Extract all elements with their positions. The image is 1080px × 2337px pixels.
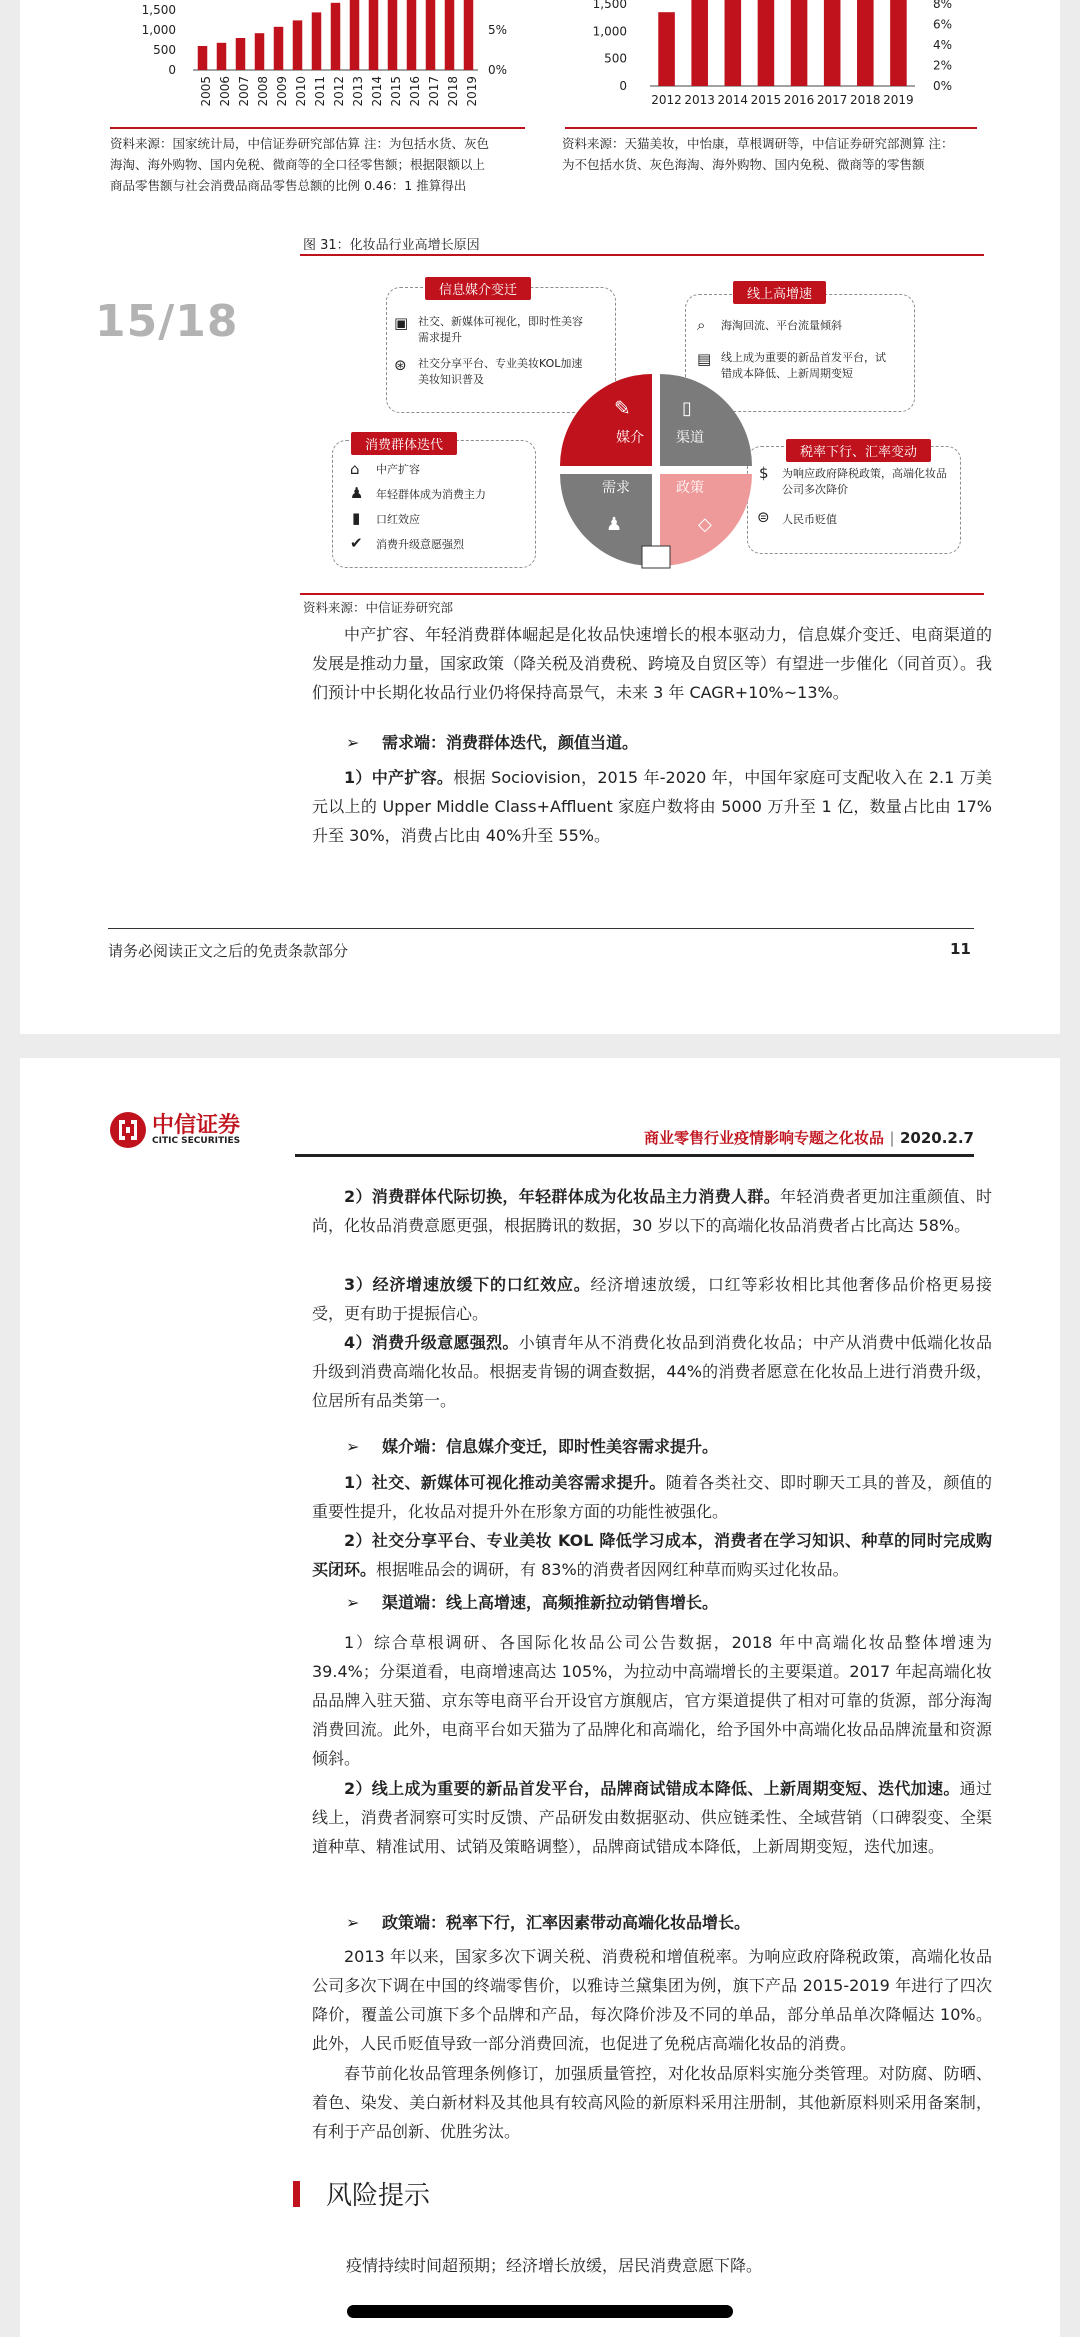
y-tick-label: 1,000 (592, 24, 627, 39)
paragraph-lipstick-effect (312, 1270, 992, 1328)
x-tick-label: 2013 (684, 93, 715, 107)
bullet-demand-text: 需求端：消费群体迭代，颜值当道。 (382, 733, 639, 752)
bar (198, 46, 208, 70)
bullet-channel (346, 1590, 718, 1613)
logo-english: CITIC SECURITIES (152, 1136, 241, 1146)
source-line: 商品零售额与社会消费品商品零售总额的比例 0.46：1 推算得出 (110, 178, 467, 193)
bar (464, 0, 474, 70)
bullet-media-text: 媒介端：信息媒介变迁，即时性美容需求提升。 (382, 1437, 719, 1456)
share-icon: ⊛ (394, 356, 407, 374)
home-indicator[interactable] (347, 2305, 733, 2318)
chart-source-right (562, 133, 992, 175)
report-date: 2020.2.7 (899, 1129, 974, 1147)
paragraph-consumption-upgrade (312, 1328, 992, 1415)
quadrant-policy-label: 政策 (676, 480, 704, 496)
source-divider-left (110, 127, 525, 129)
x-tick-label: 2009 (275, 76, 289, 107)
figure-bottom-rule (300, 593, 984, 595)
y-tick-label: 0 (619, 79, 627, 93)
footer-rule (108, 928, 974, 929)
source-line: 资料来源：天猫美妆，中怡康，草根调研等，中信证券研究部测算 注： (562, 136, 954, 151)
paragraph-regulation: 春节前化妆品管理条例修订，加强质量管控，对化妆品原料实施分类管理。对防腐、防晒、着色、染发、美白新材料及其他具有较高风险的新原料采用注册制，其他新原料则采用备案制，有利于产品创新、优胜劣汰。 (312, 2064, 992, 2141)
y2-tick-label: 2% (933, 58, 953, 73)
tax-tag: 税率下行、汇率变动 (786, 439, 931, 462)
y-tick-label: 500 (604, 51, 627, 66)
bar (824, 0, 841, 86)
bar (890, 0, 907, 86)
bar-chart-right (555, 0, 975, 115)
paragraph-text: 小镇青年从不消费化妆品到消费化妆品；中产从消费中低端化妆品升级到消费高端化妆品。根据麦肯锡的调查数据，44%的消费者愿意在化妆品上进行消费升级，位居所有品类第一。 (312, 1333, 992, 1410)
paragraph-online-growth: 1）综合草根调研、各国际化妆品公司公告数据，2018 年中高端化妆品整体增速为 39.4%；分渠道看，电商增速高达 105%，为拉动中高端增长的主要渠道。2017 年起高端化妆品品牌入驻天猫、京东等电商平台开设官方旗舰店，官方渠道提供了相对可靠的货源，部分海淘消费回流。此外，电商平台如天猫为了品牌化和高端化，给予国外中高端化妆品品牌流量和资源倾斜。 (312, 1633, 992, 1768)
search-icon: ⌕ (697, 316, 706, 334)
x-tick-label: 2018 (446, 76, 460, 107)
consumer-item-4: 消费升级意愿强烈 (376, 538, 464, 551)
x-tick-label: 2013 (351, 76, 365, 107)
y-tick-label: 1,000 (141, 23, 176, 37)
quadrant-media (560, 374, 652, 466)
paragraph-text: 经济增速放缓，口红等彩妆相比其他奢侈品价格更易接受，更有助于提振信心。 (312, 1275, 992, 1323)
paragraph-text: 随着各类社交、即时聊天工具的普及，颜值的重要性提升，化妆品对提升外在形象方面的功能性被强化。 (312, 1473, 992, 1521)
lead-bold: 3）经济增速放缓下的口红效应。 (344, 1275, 591, 1294)
bar (369, 0, 379, 70)
checkmark-icon: ✔ (350, 534, 363, 552)
dollar-doc-icon: $ (759, 464, 769, 482)
quadrant-channel (660, 374, 752, 466)
paragraph-middle-class (312, 763, 992, 850)
figure-title: 图 31：化妆品行业高增长原因 (303, 238, 480, 253)
tag-icon: ◇ (698, 514, 712, 535)
lipstick-icon: ▮ (352, 509, 361, 527)
bar (658, 12, 675, 86)
figure-top-rule (300, 254, 984, 256)
phone-icon: ▣ (394, 314, 409, 332)
y2-tick-label: 6% (933, 17, 953, 32)
logo-chinese: 中信证券 (152, 1112, 241, 1138)
bar (388, 0, 398, 70)
bar (255, 33, 265, 70)
tax-item-1: 为响应政府降税政策，高端化妆品公司多次降价 (782, 467, 947, 496)
info-item-1: 社交、新媒体可视化，即时性美容需求提升 (418, 315, 583, 344)
bar (331, 3, 341, 70)
quadrant-channel-label: 渠道 (676, 430, 704, 446)
paragraph-summary: 中产扩容、年轻消费群体崛起是化妆品快速增长的根本驱动力，信息媒介变迁、电商渠道的发展是推动力量，国家政策（降关税及消费税、跨境及自贸区等）有望进一步催化（同首页）。我们预计中长期化妆品行业仍将保持高景气，未来 3 年 CAGR+10%~13%。 (312, 625, 993, 702)
x-tick-label: 2017 (816, 93, 848, 107)
bullet-channel-text: 渠道端：线上高增速，高频推新拉动销售增长。 (382, 1593, 719, 1612)
x-tick-label: 2018 (850, 93, 881, 107)
diagram-source: 资料来源：中信证券研究部 (303, 600, 454, 615)
megaphone-icon: ✎ (614, 396, 631, 420)
bullet-policy-text: 政策端：税率下行，汇率因素带动高端化妆品增长。 (382, 1913, 751, 1932)
online-tag: 线上高增速 (733, 281, 826, 304)
arrow-icon: ➢ (346, 1437, 360, 1456)
bar (791, 0, 808, 86)
x-tick-label: 2015 (389, 76, 403, 107)
y2-tick-label: 8% (933, 0, 953, 11)
x-tick-label: 2019 (465, 76, 479, 107)
x-tick-label: 2008 (256, 76, 270, 107)
x-tick-label: 2016 (783, 93, 815, 107)
bar (312, 12, 322, 70)
chart-source-left (110, 133, 540, 196)
people-icon: ♟ (350, 484, 364, 502)
x-tick-label: 2019 (883, 93, 914, 107)
paragraph-text: 年轻消费者更加注重颜值、时尚，化妆品消费意愿更强，根据腾讯的数据，30 岁以下的高端化妆品消费者占比高达 58%。 (312, 1187, 992, 1235)
lead-bold: 2）消费群体代际切换，年轻群体成为化妆品主力消费人群。 (344, 1187, 781, 1206)
risk-text: 疫情持续时间超预期；经济增长放缓，居民消费意愿下降。 (346, 2256, 763, 2275)
source-divider-right (565, 127, 977, 129)
bar (691, 0, 708, 86)
y-tick-label: 0 (168, 63, 176, 77)
quadrant-demand-label: 需求 (602, 480, 630, 496)
bar (350, 0, 360, 70)
bar (236, 38, 246, 70)
tax-item-2: 人民币贬值 (782, 513, 837, 526)
bar (407, 0, 417, 70)
mobile-icon: ▯ (682, 398, 692, 419)
x-tick-label: 2015 (750, 93, 782, 107)
bar (217, 43, 227, 70)
y-tick-label: 500 (153, 43, 176, 57)
lead-bold: 2）线上成为重要的新品首发平台，品牌商试错成本降低、上新周期变短、迭代加速。 (344, 1779, 960, 1798)
x-tick-label: 2017 (427, 76, 441, 107)
y-tick-label: 1,500 (592, 0, 627, 11)
coins-icon: ⊜ (757, 508, 770, 526)
document-page-1 (20, 0, 1060, 1034)
paragraph-text: 根据 Sociovision，2015 年-2020 年，中国年家庭可支配收入在 2.1 万美元以上的 Upper Middle Class+Affluent 家庭户数将由 5000 万升至 1 亿，数量占比由 17%升至 30%，消费占比由 40%升至 55%。 (312, 768, 992, 845)
paragraph-tax-cuts: 2013 年以来，国家多次下调关税、消费税和增值税率。为响应政府降税政策，高端化妆品公司多次下调在中国的终端零售价，以雅诗兰黛集团为例，旗下产品 2015-2019 年进行了四次降价，覆盖公司旗下多个品牌和产品，每次降价涉及不同的单品，部分单品单次降幅达 10%。此外，人民币贬值导致一部分消费回流，也促进了免税店高端化妆品的消费。 (312, 1947, 992, 2053)
consumer-item-3: 口红效应 (376, 513, 420, 526)
x-tick-label: 2014 (717, 93, 749, 107)
consumer-item-2: 年轻群体成为消费主力 (376, 488, 486, 501)
x-tick-label: 2010 (294, 76, 308, 107)
bullet-policy (346, 1910, 750, 1933)
footer-disclaimer: 请务必阅读正文之后的免责条款部分 (108, 942, 349, 960)
paragraph-text: 通过线上，消费者洞察可实时反馈、产品研发由数据驱动、供应链柔性、全域营销（口碑裂变、全渠道种草、精准试用、试销及策略调整），品牌商试错成本降低，上新周期变短，迭代加速。 (312, 1779, 992, 1856)
consumer-tag: 消费群体迭代 (351, 432, 457, 455)
bar (758, 0, 775, 86)
page-indicator: 15/18 (95, 296, 239, 347)
home-icon: ⌂ (350, 460, 360, 478)
online-item-2: 线上成为重要的新品首发平台，试错成本降低、上新周期变短 (721, 351, 886, 380)
clipboard-icon: ▤ (697, 350, 712, 368)
x-tick-label: 2012 (332, 76, 346, 107)
bullet-demand (346, 730, 638, 753)
x-tick-label: 2005 (199, 76, 213, 107)
y2-tick-label: 5% (488, 23, 508, 37)
tax-box (747, 446, 961, 554)
info-item-2: 社交分享平台、专业美妆KOL加速美妆知识普及 (418, 357, 583, 386)
paragraph-generation-shift (312, 1182, 992, 1240)
paragraph-social-media (312, 1468, 992, 1526)
paragraph-kol (312, 1526, 992, 1584)
source-line: 资料来源：国家统计局，中信证券研究部估算 注：为包括水货、灰色 (110, 136, 489, 151)
bar (274, 27, 284, 70)
lead-bold: 2）社交分享平台、专业美妆 KOL 降低学习成本，消费者在学习知识、种草的同时完成购买闭环。 (312, 1531, 992, 1579)
bar (725, 0, 742, 86)
lead-bold: 4）消费升级意愿强烈。 (344, 1333, 519, 1352)
bar-chart-left (88, 0, 508, 125)
x-tick-label: 2016 (408, 76, 422, 107)
x-tick-label: 2012 (651, 93, 682, 107)
report-title: 商业零售行业疫情影响专题之化妆品 (644, 1129, 885, 1147)
y2-tick-label: 0% (488, 63, 508, 77)
bar (445, 0, 455, 70)
y2-tick-label: 4% (933, 38, 953, 52)
info-media-tag: 信息媒介变迁 (425, 277, 531, 300)
document-search-icon (642, 546, 670, 568)
bar (857, 0, 874, 86)
lead-bold: 1）中产扩容。 (344, 768, 454, 787)
x-tick-label: 2007 (237, 76, 251, 107)
online-item-1: 海淘回流、平台流量倾斜 (721, 319, 842, 332)
source-line: 海淘、海外购物、国内免税、微商等的全口径零售额；根据限额以上 (110, 157, 486, 172)
driver-quadrant-circle (556, 370, 756, 570)
bullet-media (346, 1434, 718, 1457)
y-tick-label: 1,500 (141, 3, 176, 17)
risk-heading-marker (293, 2181, 300, 2207)
arrow-icon: ➢ (346, 733, 360, 752)
y2-tick-label: 0% (933, 79, 953, 93)
quadrant-media-label: 媒介 (616, 430, 644, 446)
group-icon: ♟ (606, 514, 623, 535)
citic-logo-icon (108, 1110, 148, 1150)
document-page-2 (20, 1058, 1060, 2337)
paragraph-new-product-launch (312, 1774, 992, 1861)
x-tick-label: 2011 (313, 76, 327, 107)
arrow-icon: ➢ (346, 1913, 360, 1932)
lead-bold: 1）社交、新媒体可视化推动美容需求提升。 (344, 1473, 666, 1492)
bar (426, 0, 436, 70)
risk-heading: 风险提示 (326, 2181, 431, 2211)
paragraph-text: 根据唯品会的调研，有 83%的消费者因网红种草而购买过化妆品。 (376, 1560, 849, 1579)
report-header: 商业零售行业疫情影响专题之化妆品 | 2020.2.7 (644, 1129, 974, 1147)
x-tick-label: 2006 (218, 76, 232, 107)
bar (293, 20, 303, 70)
arrow-icon: ➢ (346, 1593, 360, 1612)
x-tick-label: 2014 (370, 76, 384, 107)
header-rule (295, 1154, 974, 1157)
page-number: 11 (950, 940, 971, 958)
source-line: 为不包括水货、灰色海淘、海外购物、国内免税、微商等的零售额 (562, 157, 925, 172)
consumer-item-1: 中产扩容 (376, 463, 420, 476)
